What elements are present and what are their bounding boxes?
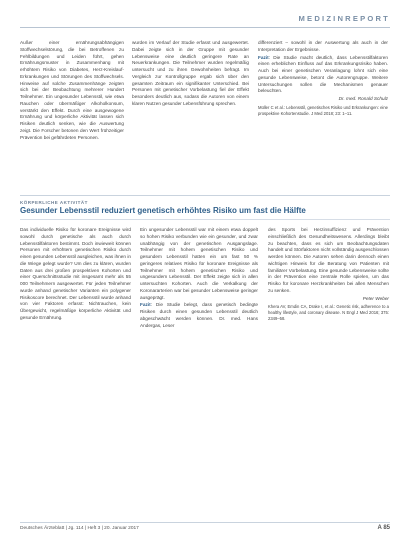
fazit-label: Fazit bbox=[140, 302, 151, 308]
author-signature: Peter Weber bbox=[362, 295, 389, 301]
author-signature: Dr. med. Ronald Schulz bbox=[338, 96, 388, 101]
top-article-column-3 bbox=[258, 40, 388, 117]
fazit-text: : Die Studie macht deutlich, dass Lebensstilfaktoren einen erheblichen Einfluss auf das Erkrankungsrisiko haben. Auch bei einer genetischen Veranlagung lohnt sich eine gesunde Lebensweise, betont die Autorengruppe. Weitere Untersuchungen sollen die Mechanismen genauer beleuchten. bbox=[258, 54, 388, 94]
article-column-2 bbox=[140, 227, 258, 330]
article-text: Ein ungesunder Lebensstil war mit einem etwa doppelt so hohen Risiko verbunden wie ein gesunder, und zwar unabhängig von der genetischen Ausgangslage. Teilnehmer mit hohem genetischen Risiko und gesundem Lebensstil hatten ein um fast 50 % geringeres relatives Risiko für koronare Ereignisse als Teilnehmer mit hohem genetischen Risiko und ungesundem Lebensstil. Der Effekt zeigte sich in allen untersuchten Kohorten. Auch die Verkalkung der Koronararterien war bei gesunder Lebensweise geringer ausgeprägt. bbox=[140, 227, 258, 300]
top-article-column-1 bbox=[20, 40, 124, 142]
section-header: MEDIZINREPORT bbox=[298, 14, 390, 23]
top-article-column-2 bbox=[132, 40, 249, 109]
top-article-text: Außer einer ernährungsabhängigen Stoffwechselstörung, die bei Betroffenen zu Fehlbildungen und Leiden führt, gehen Ernährungsmuster in Zusammenhang mit erhöhtem Risiko von Diabetes, Herz-Kreislauf-Erkrankungen und Störungen des Stoffwechsels. Hinweise auf solche Zusammenhänge zeigten sich bei der Beobachtung mehrerer Hundert Teilnehmer. Ein ungesunder Lebensstil, wie etwa Rauchen oder übermäßiger Alkoholkonsum, verstärkt den Effekt. Durch eine ausgewogene Ernährung und körperliche Aktivität lassen sich Risiken deutlich senken, wie die Auswertung zeigt. Die Forscher betonen den Wert frühzeitiger Prävention bei gefährdeten Personen. bbox=[20, 40, 124, 140]
fazit-label: Fazit bbox=[258, 54, 269, 60]
top-article-text: wurden im Verlauf der Studie erfasst und ausgewertet. Dabei zeigte sich in der Gruppe mit gesunder Lebensweise eine deutlich geringere Rate an Neuerkrankungen. Die Teilnehmer wurden regelmäßig untersucht und zu ihren Gewohnheiten befragt. Im Vergleich zur Kontrollgruppe ergab sich über den gesamten Zeitraum ein signifikanter Unterschied. Bei Personen mit genetischer Vorbelastung fiel der Effekt besonders deutlich aus, sodass die Autoren von einem klaren Nutzen gesunder Lebensführung sprechen. bbox=[132, 40, 249, 106]
footer-divider bbox=[20, 522, 390, 523]
top-article-fazit bbox=[258, 55, 388, 96]
top-article-text: differenziert – sowohl in der Auswertung als auch in der Interpretation der Ergebnisse. bbox=[258, 40, 388, 52]
article-column-1 bbox=[20, 227, 131, 323]
article-fazit bbox=[140, 302, 258, 329]
article-kicker: KÖRPERLICHE AKTIVITÄT bbox=[20, 200, 88, 205]
source-citation: Khera AV, Emdin CA, Drake I, et al.: Genetic risk, adherence to a healthy lifestyle, and coronary disease. N Engl J Med 2016; 375: 2349–58. bbox=[268, 304, 389, 321]
fazit-text: : Die Studie belegt, dass genetisch bedingte Risiken durch einen gesunden Lebensstil deutlich abgeschwächt werden können. Dr. med. Hans Andergas, Leser bbox=[140, 302, 258, 328]
source-citation: Müller C et al.: Lebensstil, genetisches Risiko und Erkrankungen: eine prospektive Kohortenstudie. J Med 2018; 23: 1–11. bbox=[258, 104, 388, 116]
article-text: Das individuelle Risiko für koronare Ereignisse wird sowohl durch genetische als auch durch Lebensstilfaktoren bestimmt. Doch inwieweit können Personen mit erhöhtem genetischen Risiko durch einen gesunden Lebensstil ausgleichen, was ihnen in die Wiege gelegt wurde? Um dies zu klären, wurden Daten aus drei großen prospektiven Kohorten und einer Querschnittsstudie mit insgesamt mehr als 55 000 Teilnehmern ausgewertet. Für jeden Teilnehmer wurde anhand genetischer Varianten ein polygener Risikoscore berechnet. Der Lebensstil wurde anhand von vier Faktoren erfasst: Nichtrauchen, kein Übergewicht, regelmäßige körperliche Aktivität und gesunde Ernährung. bbox=[20, 227, 131, 320]
article-column-3 bbox=[268, 227, 389, 323]
page-number: A 85 bbox=[377, 525, 390, 531]
article-headline: Gesunder Lebensstil reduziert genetisch erhöhtes Risiko um fast die Hälfte bbox=[20, 206, 306, 215]
article-text: des Sports bei Herzinsuffizienz und Prävention einschließlich des Gesundheitswesens. Allerdings bleibt zu beachten, dass es sich um Beobachtungsdaten handelt und Störfaktoren nicht vollständig ausgeschlossen werden können. Die Autoren sehen darin dennoch einen wichtigen Hinweis für die Beratung von Patienten mit familiärer Vorbelastung. Eine gesunde Lebensweise sollte in der Prävention eine zentrale Rolle spielen, um das Risiko für koronare Herzkrankheiten bei allen Menschen zu senken. bbox=[268, 227, 389, 293]
header-divider bbox=[20, 27, 390, 28]
journal-info: Deutsches Ärzteblatt | Jg. 114 | Heft 3 | 20. Januar 2017 bbox=[20, 526, 139, 531]
article-divider bbox=[20, 195, 390, 196]
headline-divider bbox=[20, 219, 390, 220]
